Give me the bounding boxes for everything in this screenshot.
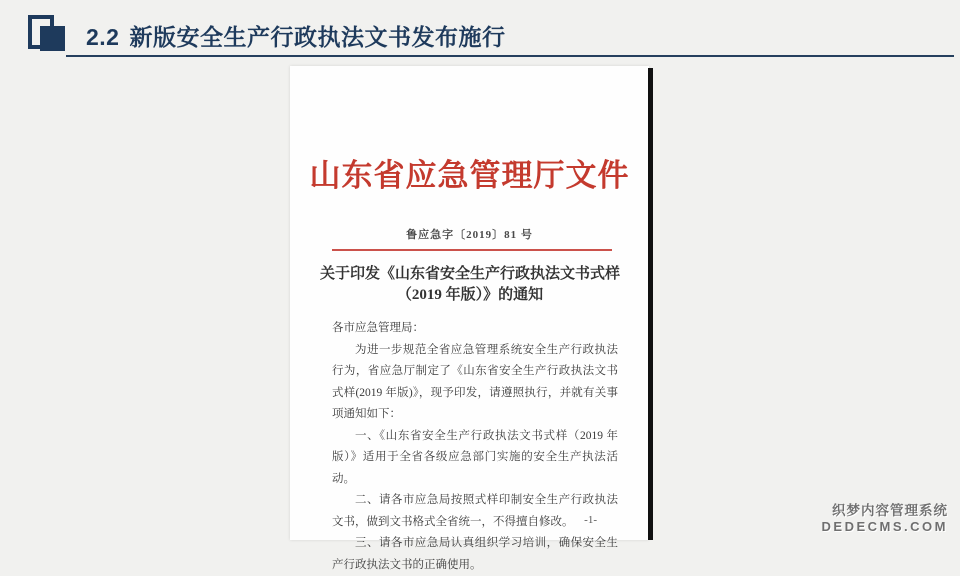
- document-paragraph: 三、请各市应急局认真组织学习培训，确保安全生产行政执法文书的正确使用。: [332, 537, 618, 571]
- document-salutation: 各市应急管理局：: [332, 322, 424, 334]
- overlapping-squares-icon: [28, 13, 68, 55]
- watermark: [822, 499, 948, 534]
- page-number: -1-: [584, 514, 597, 526]
- slide-header: [0, 0, 960, 60]
- square-filled-shape: [40, 26, 65, 51]
- document-paragraph: 一、《山东省安全生产行政执法文书式样（2019 年版）》适用于全省各级应急部门实施的安全生产执法活动。: [332, 429, 618, 485]
- watermark-chinese: 织梦内容管理系统: [832, 503, 948, 518]
- title-underline: [66, 55, 954, 57]
- document-title: [310, 264, 630, 306]
- document-number: 鲁应急字〔2019〕81 号: [406, 229, 533, 241]
- document-title-line2: （2019 年版）》的通知: [396, 287, 544, 303]
- document-page: [290, 66, 649, 571]
- watermark-domain: DEDECMS.COM: [821, 519, 948, 534]
- document-body: [332, 318, 618, 576]
- page-title: 新版安全生产行政执法文书发布施行: [129, 24, 506, 50]
- page-edge-line: [648, 68, 653, 540]
- document-paragraph: 二、请各市应急局按照式样印制安全生产行政执法文书，做到文书格式全省统一，不得擅自修改。: [332, 494, 618, 528]
- document-agency-header: 山东省应急管理厅文件: [309, 158, 630, 193]
- section-number: 2.2: [86, 24, 120, 50]
- slide-title: [86, 19, 505, 52]
- document-title-line1: 关于印发《山东省安全生产行政执法文书式样: [319, 266, 620, 282]
- red-divider-line: [332, 249, 612, 251]
- document-paragraph: 为进一步规范全省应急管理系统安全生产行政执法行为，省应急厅制定了《山东省安全生产行政执法文书式样(2019 年版)》，现予印发，请遵照执行，并就有关事项通知如下：: [332, 343, 618, 420]
